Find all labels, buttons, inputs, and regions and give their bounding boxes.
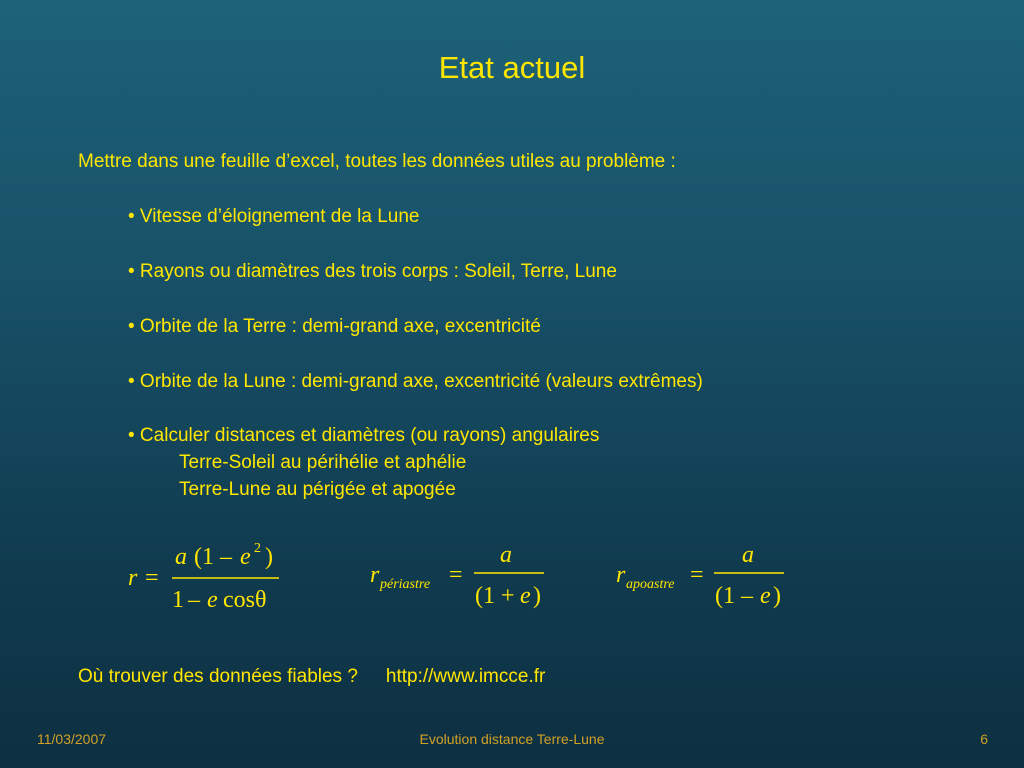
footer-date: 11/03/2007 [37, 731, 107, 747]
bullet-orbite-terre: • Orbite de la Terre : demi-grand axe, excentricité [128, 316, 541, 337]
bullet-rayons: • Rayons ou diamètres des trois corps : Soleil, Terre, Lune [128, 261, 617, 282]
formula-apoastre [616, 540, 796, 615]
formula-orbit-lhs: r [128, 565, 138, 591]
formula-periastre-eq: = [449, 562, 463, 588]
formula-periastre-den-e: e [520, 583, 531, 609]
formula-apoastre-r: r [616, 562, 626, 588]
formula-apoastre-eq: = [690, 562, 704, 588]
formula-apoastre-sub: apoastre [626, 577, 675, 592]
bullet-vitesse: • Vitesse d’éloignement de la Lune [128, 206, 420, 227]
formula-apoastre-den-e: e [760, 583, 771, 609]
formula-apoastre-den-op: – [741, 583, 753, 609]
formula-apoastre-den-open: (1 [715, 583, 735, 609]
formula-periastre-r: r [370, 562, 380, 588]
formula-orbit-num-minus: – [220, 544, 232, 570]
footer-title: Evolution distance Terre-Lune [419, 731, 605, 747]
formula-periastre-den-op: + [501, 583, 515, 609]
sub-item-terre-lune: Terre-Lune au périgée et apogée [179, 479, 456, 500]
formula-periastre-num: a [500, 542, 512, 568]
formula-apoastre-num: a [742, 542, 754, 568]
source-url-link[interactable]: http://www.imcce.fr [385, 666, 546, 687]
formula-orbit-num-exp: 2 [254, 541, 261, 556]
source-question: Où trouver des données fiables ? [78, 666, 358, 687]
formula-periastre [370, 540, 550, 615]
formula-periastre-den-open: (1 [475, 583, 495, 609]
formula-orbit-num-close: ) [265, 544, 273, 570]
bullet-orbite-lune: • Orbite de la Lune : demi-grand axe, excentricité (valeurs extrêmes) [128, 371, 703, 392]
slide-title: Etat actuel [438, 50, 586, 85]
formula-orbit-den-cos: cosθ [223, 587, 267, 613]
formula-orbit-den-e: e [207, 587, 218, 613]
source-line [78, 666, 545, 688]
formula-orbit-den-minus: – [188, 587, 200, 613]
intro-text: Mettre dans une feuille d’excel, toutes les données utiles au problème : [78, 151, 676, 172]
formula-orbit-den-one: 1 [172, 587, 184, 613]
formula-periastre-den-close: ) [533, 583, 541, 609]
footer-page-number: 6 [980, 731, 988, 747]
formula-orbit-num-a: a [175, 544, 187, 570]
sub-item-terre-soleil: Terre-Soleil au périhélie et aphélie [179, 452, 467, 473]
bullet-calculer: • Calculer distances et diamètres (ou rayons) angulaires [128, 425, 600, 446]
formula-orbit [128, 538, 288, 619]
formula-periastre-sub: périastre [380, 577, 431, 592]
formula-orbit-eq: = [145, 565, 159, 591]
formula-orbit-num-open: (1 [194, 544, 214, 570]
formula-apoastre-den-close: ) [773, 583, 781, 609]
formula-orbit-num-e: e [240, 544, 251, 570]
